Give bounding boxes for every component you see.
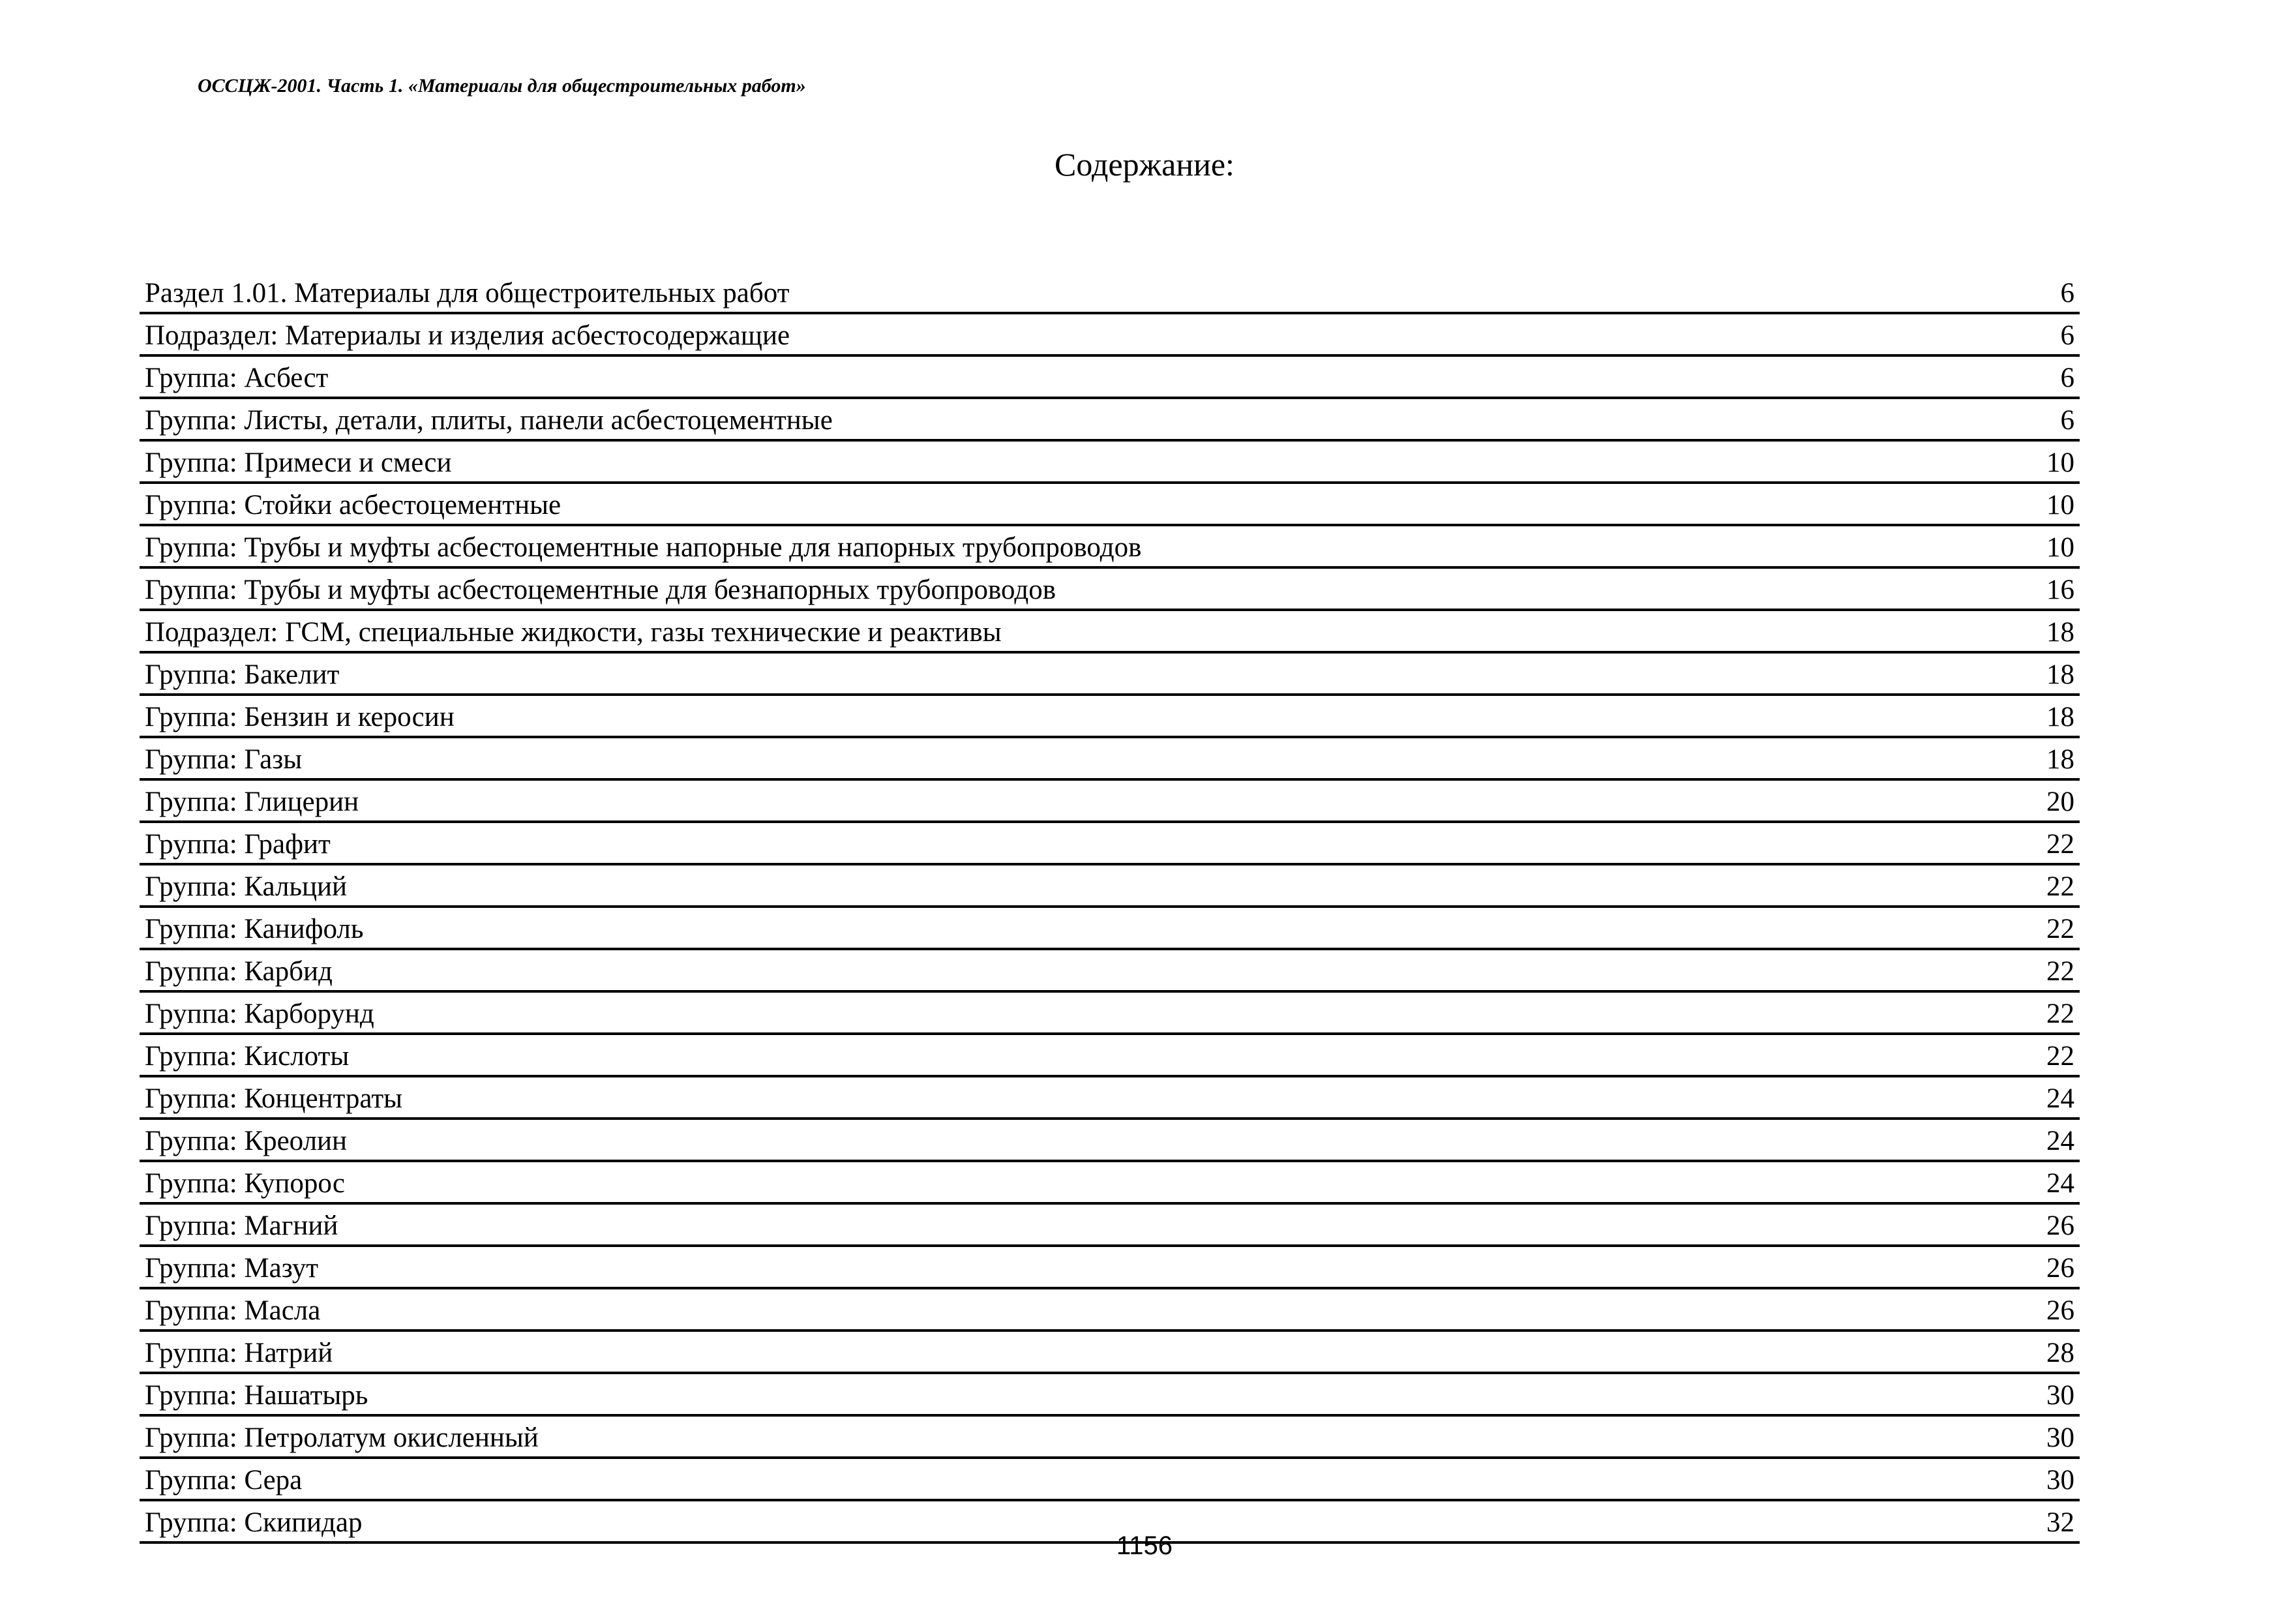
toc-entry-label: Группа: Петролатум окисленный	[145, 1422, 539, 1453]
toc-row	[140, 611, 2080, 654]
toc-row	[140, 1247, 2080, 1289]
toc-entry-label: Группа: Примеси и смеси	[145, 447, 452, 478]
toc-entry-label: Группа: Масла	[145, 1295, 321, 1326]
running-header: ОССЦЖ-2001. Часть 1. «Материалы для общестроительных работ»	[198, 75, 806, 97]
toc-entry-label: Группа: Сера	[145, 1465, 303, 1496]
toc-row	[140, 993, 2080, 1035]
toc-row	[140, 1417, 2080, 1459]
toc-entry-page: 20	[2046, 787, 2074, 817]
toc-row	[140, 1162, 2080, 1205]
toc-entry-page: 6	[2060, 278, 2074, 308]
toc-entry-page: 16	[2046, 575, 2074, 605]
toc-entry-page: 22	[2046, 829, 2074, 860]
toc-entry-page: 32	[2046, 1507, 2074, 1538]
toc-entry-page: 28	[2046, 1338, 2074, 1368]
toc-row	[140, 865, 2080, 908]
toc-entry-label: Группа: Графит	[145, 829, 331, 860]
toc-entry-page: 6	[2060, 320, 2074, 351]
toc-row	[140, 1077, 2080, 1120]
toc-row	[140, 442, 2080, 484]
toc-row	[140, 1035, 2080, 1077]
toc-row	[140, 314, 2080, 357]
toc-row	[140, 272, 2080, 314]
toc-entry-label: Группа: Глицерин	[145, 787, 359, 817]
toc-entry-label: Группа: Креолин	[145, 1126, 348, 1156]
toc-entry-label: Группа: Трубы и муфты асбестоцементные для безнапорных трубопроводов	[145, 575, 1056, 605]
toc-entry-label: Группа: Стойки асбестоцементные	[145, 490, 561, 520]
toc-entry-label: Группа: Нашатырь	[145, 1380, 368, 1411]
page-title: Содержание:	[1055, 146, 1234, 183]
toc-entry-label: Раздел 1.01. Материалы для общестроительных работ	[145, 278, 790, 308]
toc-entry-page: 30	[2046, 1422, 2074, 1453]
toc-entry-page: 10	[2046, 490, 2074, 520]
toc-entry-page: 24	[2046, 1126, 2074, 1156]
toc-entry-label: Группа: Мазут	[145, 1253, 319, 1284]
toc-entry-page: 22	[2046, 1041, 2074, 1072]
toc-entry-page: 24	[2046, 1083, 2074, 1114]
toc-entry-label: Группа: Бакелит	[145, 659, 340, 690]
toc-entry-label: Группа: Карбид	[145, 956, 333, 987]
toc-entry-page: 22	[2046, 999, 2074, 1029]
toc-entry-page: 30	[2046, 1465, 2074, 1496]
toc-entry-label: Группа: Листы, детали, плиты, панели асбестоцементные	[145, 405, 833, 436]
toc-row	[140, 484, 2080, 526]
toc-entry-page: 10	[2046, 532, 2074, 563]
toc-entry-label: Группа: Трубы и муфты асбестоцементные напорные для напорных трубопроводов	[145, 532, 1142, 563]
toc-row	[140, 1459, 2080, 1501]
toc-row	[140, 1332, 2080, 1374]
toc-entry-page: 26	[2046, 1253, 2074, 1284]
toc-row	[140, 1120, 2080, 1162]
toc-entry-label: Подраздел: ГСМ, специальные жидкости, газы технические и реактивы	[145, 617, 1002, 648]
toc-row	[140, 569, 2080, 611]
toc-entry-label: Группа: Канифоль	[145, 914, 364, 944]
toc-entry-label: Группа: Карборунд	[145, 999, 374, 1029]
toc-entry-page: 18	[2046, 617, 2074, 648]
toc-entry-label: Группа: Бензин и керосин	[145, 702, 455, 732]
toc-entry-page: 30	[2046, 1380, 2074, 1411]
toc-entry-label: Группа: Газы	[145, 744, 303, 775]
toc-row	[140, 823, 2080, 865]
toc-row	[140, 1374, 2080, 1417]
toc-row	[140, 399, 2080, 442]
toc-entry-label: Группа: Концентраты	[145, 1083, 403, 1114]
toc-entry-page: 18	[2046, 744, 2074, 775]
toc-entry-page: 22	[2046, 914, 2074, 944]
toc-entry-label: Группа: Кальций	[145, 871, 348, 902]
toc-entry-page: 24	[2046, 1168, 2074, 1199]
toc-entry-page: 22	[2046, 871, 2074, 902]
toc-row	[140, 908, 2080, 950]
toc-entry-label: Группа: Натрий	[145, 1338, 333, 1368]
toc-entry-label: Группа: Скипидар	[145, 1507, 363, 1538]
toc-entry-page: 18	[2046, 659, 2074, 690]
toc-row	[140, 781, 2080, 823]
toc-entry-label: Группа: Кислоты	[145, 1041, 350, 1072]
toc-row	[140, 526, 2080, 569]
toc-row	[140, 696, 2080, 738]
toc-row	[140, 950, 2080, 993]
toc-entry-page: 18	[2046, 702, 2074, 732]
toc-entry-label: Группа: Магний	[145, 1210, 338, 1241]
toc-row	[140, 1289, 2080, 1332]
toc-row	[140, 1205, 2080, 1247]
toc-entry-page: 10	[2046, 447, 2074, 478]
toc-row	[140, 654, 2080, 696]
toc-row	[140, 738, 2080, 781]
toc-entry-page: 6	[2060, 405, 2074, 436]
toc-entry-label: Группа: Купорос	[145, 1168, 346, 1199]
toc-row	[140, 357, 2080, 399]
toc-entry-page: 26	[2046, 1295, 2074, 1326]
toc-entry-page: 26	[2046, 1210, 2074, 1241]
toc-entry-label: Подраздел: Материалы и изделия асбестосодержащие	[145, 320, 790, 351]
page-number: 1156	[1116, 1531, 1173, 1560]
toc-entry-label: Группа: Асбест	[145, 363, 329, 393]
toc-entry-page: 6	[2060, 363, 2074, 393]
table-of-contents	[140, 272, 2080, 1544]
toc-entry-page: 22	[2046, 956, 2074, 987]
